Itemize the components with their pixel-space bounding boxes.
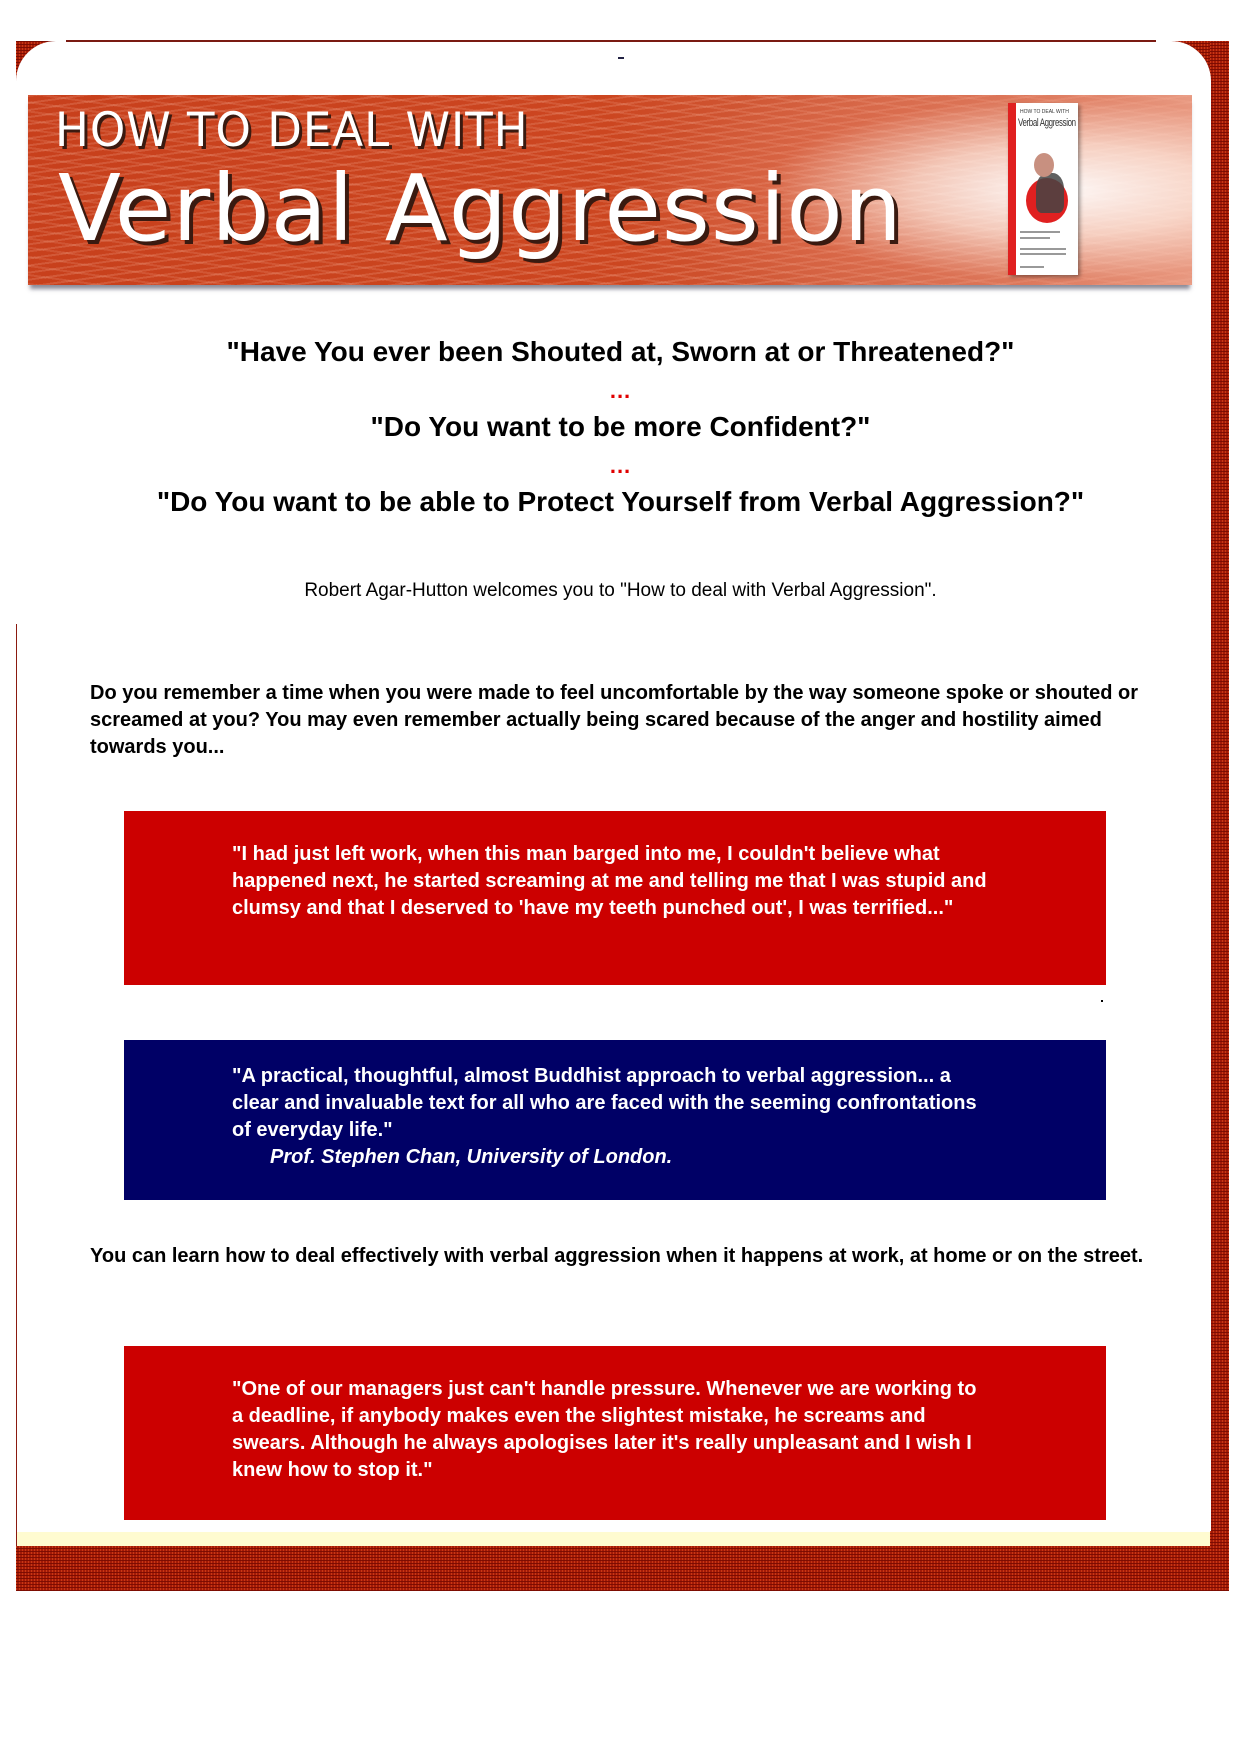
- book-cover-text-line: [1020, 248, 1066, 250]
- frame-border-left: [16, 624, 17, 1546]
- book-cover-text-line: [1020, 253, 1066, 255]
- book-cover-text-line: [1020, 231, 1060, 233]
- book-cover-figure-head: [1034, 153, 1054, 177]
- testimonial-box-1: [124, 811, 1106, 985]
- banner-title: Verbal Aggression: [58, 155, 903, 262]
- book-cover-text-line: [1020, 237, 1050, 239]
- learn-paragraph: You can learn how to deal effectively with verbal aggression when it happens at work, at home or on the street.: [90, 1245, 1144, 1267]
- frame-border-bottom: [16, 1546, 1229, 1591]
- header-banner: [28, 95, 1192, 285]
- stray-dot: [1101, 1000, 1103, 1002]
- book-cover-subtitle: HOW TO DEAL WITH: [1020, 109, 1069, 115]
- book-cover-author: [1020, 266, 1044, 268]
- headline-3: "Do You want to be able to Protect Yourself from Verbal Aggression?": [156, 486, 1085, 517]
- footer-strip: [17, 1532, 1210, 1546]
- headline-1: "Have You ever been Shouted at, Sworn at or Threatened?": [226, 336, 1015, 367]
- headline-2: "Do You want to be more Confident?": [370, 411, 871, 442]
- book-cover-figure-body: [1036, 173, 1064, 213]
- welcome-text: Robert Agar-Hutton welcomes you to "How to deal with Verbal Aggression".: [304, 580, 937, 601]
- endorsement-quote: "A practical, thoughtful, almost Buddhist approach to verbal aggression... a clear and invaluable text for all who are faced with the seeming confrontations of everyday life.": [232, 1065, 977, 1141]
- testimonial-text-1: "I had just left work, when this man barged into me, I couldn't believe what happened next, he started screaming at me and telling me that I was stupid and clumsy and that I deserved to 'have my teeth punched out', I was terrified...": [232, 843, 987, 919]
- banner-subtitle: HOW TO DEAL WITH: [55, 101, 529, 158]
- endorsement-box: [124, 1040, 1106, 1200]
- testimonial-box-2: [124, 1346, 1106, 1520]
- separator-ellipsis-2: ...: [609, 453, 632, 478]
- book-cover-title: Verbal Aggression: [1018, 117, 1076, 129]
- intro-paragraph: Do you remember a time when you were made to feel uncomfortable by the way someone spoke or shouted or screamed at you? You may even remember actually being scared because of the anger and hostility aimed towards you...: [90, 682, 1139, 758]
- book-cover-image: [1008, 103, 1078, 275]
- top-divider: [66, 40, 1156, 42]
- separator-ellipsis-1: ...: [609, 378, 632, 403]
- top-dash-mark: [618, 57, 624, 59]
- endorsement-attribution: Prof. Stephen Chan, University of London.: [270, 1146, 673, 1168]
- testimonial-text-2: "One of our managers just can't handle pressure. Whenever we are working to a deadline, if anybody makes even the slightest mistake, he screams and swears. Although he always apologises later it's really unpleasant and I wish I knew how to stop it.": [232, 1378, 977, 1481]
- endorsement-text: [232, 1063, 992, 1171]
- frame-border-right: [1210, 41, 1229, 1591]
